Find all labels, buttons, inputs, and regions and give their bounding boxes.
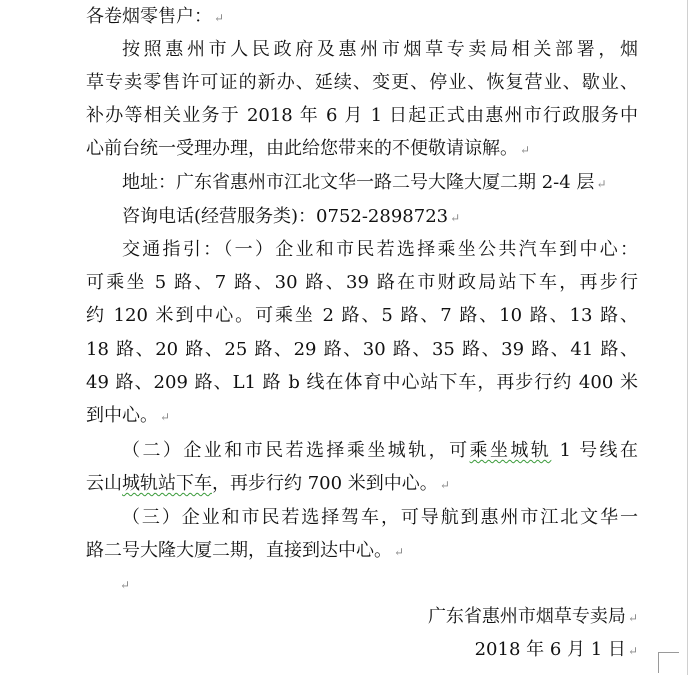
- rail-line-1-pre: （二）企业和市民若选择乘坐城轨，可: [122, 440, 470, 461]
- rail-line-2-post: ，再步行约 700 米到中心。: [212, 473, 438, 494]
- traffic-line-3: 约 120 米到中心。可乘坐 2 路、5 路、7 路、10 路、13 路、: [86, 305, 638, 326]
- paragraph-mark: ↵: [120, 578, 131, 592]
- para1-line-2: 草专卖零售许可证的新办、延续、变更、停业、恢复营业、歇业、: [86, 72, 638, 93]
- paragraph-mark: ↵: [627, 611, 638, 625]
- address-line: [122, 172, 607, 195]
- page-corner-mark: [658, 652, 679, 673]
- traffic-line-2: 可乘坐 5 路、7 路、30 路、39 路在市财政局站下车，再步行: [86, 272, 638, 293]
- traffic-line-6: [86, 405, 170, 428]
- paragraph-mark: ↵: [627, 644, 638, 658]
- rail-line-2-underlined: 城轨站下车: [122, 473, 212, 494]
- paragraph-mark: ↵: [520, 143, 531, 157]
- rail-line-1: [122, 440, 638, 462]
- signature: 广东省惠州市烟草专卖局: [427, 606, 626, 627]
- drive-line-2: [86, 540, 404, 563]
- empty-paragraph: [118, 573, 130, 596]
- paragraph-mark: ↵: [596, 177, 607, 191]
- rail-line-1-underlined: 乘坐城轨: [469, 440, 552, 461]
- signature-line: [428, 606, 638, 629]
- para1-line-1: 按照惠州市人民政府及惠州市烟草专卖局相关部署，烟: [122, 39, 638, 60]
- traffic-line-6-text: 到中心。: [86, 405, 158, 426]
- rail-line-2: [86, 473, 450, 496]
- paragraph-mark: ↵: [160, 410, 171, 424]
- rail-line-1-post: 1 号线在: [551, 440, 638, 461]
- page-edge-divider: [687, 0, 688, 675]
- salutation: 各卷烟零售户：: [86, 6, 212, 27]
- paragraph-mark: ↵: [214, 11, 225, 25]
- date: 2018 年 6 月 1 日: [474, 639, 626, 660]
- address: 地址：广东省惠州市江北文华一路二号大隆大厦二期 2-4 层: [122, 172, 595, 193]
- phone-line: [122, 206, 460, 229]
- paragraph-mark: ↵: [439, 478, 450, 492]
- para1-line-3: 补办等相关业务于 2018 年 6 月 1 日起正式由惠州市行政服务中: [86, 105, 638, 126]
- salutation-line: [86, 6, 224, 29]
- drive-line-1: （三）企业和市民若选择驾车，可导航到惠州市江北文华一: [122, 507, 638, 528]
- date-line: [475, 639, 638, 662]
- paragraph-mark: ↵: [450, 211, 461, 225]
- traffic-line-5: 49 路、209 路、L1 路 b 线在体育中心站下车，再步行约 400 米: [86, 372, 638, 393]
- rail-line-2-pre: 云山: [86, 473, 122, 494]
- phone: 咨询电话(经营服务类)：0752-2898723: [122, 206, 449, 227]
- traffic-line-1: 交通指引：（一）企业和市民若选择乘坐公共汽车到中心：: [122, 239, 638, 260]
- drive-line-2-text: 路二号大隆大厦二期，直接到达中心。: [86, 540, 392, 561]
- para1-line-4-text: 心前台统一受理办理，由此给您带来的不便敬请谅解。: [86, 138, 518, 159]
- paragraph-mark: ↵: [394, 545, 405, 559]
- para1-line-4: [86, 138, 530, 161]
- traffic-line-4: 18 路、20 路、25 路、29 路、30 路、35 路、39 路、41 路、: [86, 339, 638, 360]
